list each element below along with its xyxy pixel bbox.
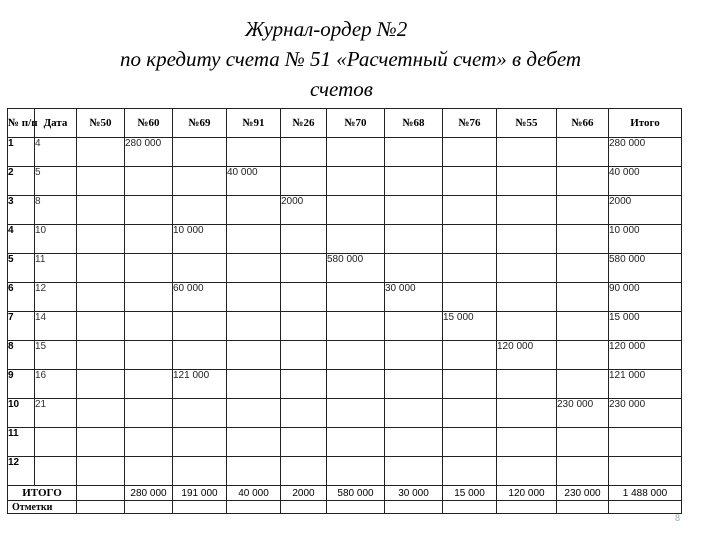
marks-cell: [443, 501, 497, 514]
row-amount-cell: [125, 196, 173, 225]
row-amount-cell: [227, 196, 281, 225]
row-total: 120 000: [609, 341, 682, 370]
header-account-1: №60: [125, 109, 173, 138]
row-date: 4: [35, 138, 77, 167]
row-date: 10: [35, 225, 77, 254]
row-amount-cell: [125, 428, 173, 457]
row-amount-cell: [125, 167, 173, 196]
marks-cell: [557, 501, 609, 514]
table-row: [8, 399, 682, 428]
row-amount-cell: [77, 399, 125, 428]
row-amount-cell: [227, 312, 281, 341]
journal-order-table: [7, 108, 682, 514]
row-amount-cell: [443, 428, 497, 457]
row-amount-cell: [385, 370, 443, 399]
row-total: [609, 457, 682, 486]
row-amount-cell: [497, 370, 557, 399]
row-date: 14: [35, 312, 77, 341]
row-amount-cell: [173, 254, 227, 283]
summary-row: [8, 486, 682, 501]
row-amount-cell: 30 000: [385, 283, 443, 312]
row-amount-cell: [557, 370, 609, 399]
row-amount-cell: [443, 167, 497, 196]
header-total: Итого: [609, 109, 682, 138]
row-amount-cell: [281, 370, 327, 399]
row-amount-cell: [557, 341, 609, 370]
row-amount-cell: [497, 399, 557, 428]
row-date: 11: [35, 254, 77, 283]
row-amount-cell: [227, 399, 281, 428]
row-number: 1: [8, 138, 35, 167]
row-amount-cell: [497, 225, 557, 254]
row-date: 16: [35, 370, 77, 399]
row-date: [35, 428, 77, 457]
row-amount-cell: [77, 457, 125, 486]
row-amount-cell: [327, 312, 385, 341]
row-total: 2000: [609, 196, 682, 225]
row-amount-cell: [125, 254, 173, 283]
row-total: [609, 428, 682, 457]
row-amount-cell: 60 000: [173, 283, 227, 312]
row-amount-cell: [227, 283, 281, 312]
summary-value: 280 000: [125, 486, 173, 501]
row-amount-cell: [125, 370, 173, 399]
table-row: [8, 428, 682, 457]
row-amount-cell: [227, 138, 281, 167]
row-amount-cell: [77, 283, 125, 312]
row-date: 12: [35, 283, 77, 312]
row-amount-cell: [385, 167, 443, 196]
row-amount-cell: [557, 254, 609, 283]
row-total: 580 000: [609, 254, 682, 283]
marks-cell: [227, 501, 281, 514]
row-amount-cell: [443, 341, 497, 370]
summary-value: 120 000: [497, 486, 557, 501]
marks-cell: [385, 501, 443, 514]
table-row: [8, 341, 682, 370]
row-amount-cell: [557, 428, 609, 457]
summary-value: 40 000: [227, 486, 281, 501]
row-amount-cell: [327, 138, 385, 167]
row-amount-cell: [227, 457, 281, 486]
row-number: 7: [8, 312, 35, 341]
summary-total: 1 488 000: [609, 486, 682, 501]
table-row: [8, 254, 682, 283]
row-amount-cell: 2000: [281, 196, 327, 225]
table-row: [8, 138, 682, 167]
row-number: 6: [8, 283, 35, 312]
row-number: 12: [8, 457, 35, 486]
marks-cell: [77, 501, 125, 514]
header-account-6: №68: [385, 109, 443, 138]
row-total: 230 000: [609, 399, 682, 428]
row-amount-cell: 121 000: [173, 370, 227, 399]
row-amount-cell: [385, 254, 443, 283]
row-number: 5: [8, 254, 35, 283]
row-amount-cell: [385, 341, 443, 370]
summary-value: 30 000: [385, 486, 443, 501]
row-amount-cell: 580 000: [327, 254, 385, 283]
row-amount-cell: [443, 254, 497, 283]
row-amount-cell: [125, 341, 173, 370]
table-row: [8, 283, 682, 312]
marks-cell: [281, 501, 327, 514]
row-amount-cell: [125, 457, 173, 486]
row-amount-cell: [281, 283, 327, 312]
header-account-4: №26: [281, 109, 327, 138]
row-amount-cell: [385, 225, 443, 254]
row-amount-cell: [227, 225, 281, 254]
row-amount-cell: [77, 167, 125, 196]
row-amount-cell: [443, 138, 497, 167]
row-amount-cell: [557, 457, 609, 486]
row-total: 40 000: [609, 167, 682, 196]
row-amount-cell: [443, 370, 497, 399]
row-total: 90 000: [609, 283, 682, 312]
row-amount-cell: [281, 399, 327, 428]
row-amount-cell: [327, 167, 385, 196]
header-row-number: № п/п: [8, 109, 35, 138]
row-total: 15 000: [609, 312, 682, 341]
row-amount-cell: [281, 428, 327, 457]
marks-cell: [125, 501, 173, 514]
row-amount-cell: [125, 283, 173, 312]
header-account-5: №70: [327, 109, 385, 138]
row-amount-cell: [227, 428, 281, 457]
row-date: [35, 457, 77, 486]
row-number: 4: [8, 225, 35, 254]
header-account-0: №50: [77, 109, 125, 138]
row-amount-cell: [125, 225, 173, 254]
table-row: [8, 370, 682, 399]
title-line-3: счетов: [310, 77, 373, 101]
row-number: 10: [8, 399, 35, 428]
row-amount-cell: [443, 283, 497, 312]
row-amount-cell: [281, 457, 327, 486]
row-amount-cell: [327, 225, 385, 254]
summary-value: 191 000: [173, 486, 227, 501]
row-amount-cell: [77, 312, 125, 341]
row-amount-cell: [227, 370, 281, 399]
summary-value: [77, 486, 125, 501]
header-account-7: №76: [443, 109, 497, 138]
row-amount-cell: [173, 312, 227, 341]
row-amount-cell: 120 000: [497, 341, 557, 370]
row-amount-cell: [281, 254, 327, 283]
row-amount-cell: [173, 167, 227, 196]
marks-label: Отметки: [8, 501, 77, 514]
marks-cell: [497, 501, 557, 514]
table-row: [8, 457, 682, 486]
row-amount-cell: [385, 428, 443, 457]
summary-label: ИТОГО: [8, 486, 77, 501]
row-amount-cell: [497, 196, 557, 225]
header-account-3: №91: [227, 109, 281, 138]
row-date: 21: [35, 399, 77, 428]
row-amount-cell: 10 000: [173, 225, 227, 254]
row-amount-cell: [557, 312, 609, 341]
row-amount-cell: [281, 225, 327, 254]
row-number: 9: [8, 370, 35, 399]
row-amount-cell: [557, 283, 609, 312]
row-date: 5: [35, 167, 77, 196]
row-amount-cell: [497, 138, 557, 167]
row-amount-cell: [77, 370, 125, 399]
row-amount-cell: [385, 457, 443, 486]
row-amount-cell: [77, 341, 125, 370]
row-amount-cell: 280 000: [125, 138, 173, 167]
row-amount-cell: [173, 428, 227, 457]
summary-value: 230 000: [557, 486, 609, 501]
marks-row: [8, 501, 682, 514]
row-amount-cell: [497, 457, 557, 486]
marks-cell: [327, 501, 385, 514]
marks-cell: [609, 501, 682, 514]
summary-value: 580 000: [327, 486, 385, 501]
row-amount-cell: [77, 225, 125, 254]
row-amount-cell: [497, 254, 557, 283]
marks-cell: [173, 501, 227, 514]
row-total: 10 000: [609, 225, 682, 254]
row-amount-cell: [227, 254, 281, 283]
row-amount-cell: [77, 254, 125, 283]
row-amount-cell: [281, 341, 327, 370]
row-amount-cell: [443, 196, 497, 225]
table-row: [8, 167, 682, 196]
row-amount-cell: [443, 457, 497, 486]
row-total: 280 000: [609, 138, 682, 167]
header-account-9: №66: [557, 109, 609, 138]
row-amount-cell: 230 000: [557, 399, 609, 428]
row-amount-cell: [281, 167, 327, 196]
row-amount-cell: [173, 341, 227, 370]
row-amount-cell: [327, 457, 385, 486]
row-amount-cell: [77, 138, 125, 167]
table-header-row: [8, 109, 682, 138]
row-number: 3: [8, 196, 35, 225]
row-amount-cell: [557, 167, 609, 196]
row-amount-cell: [77, 196, 125, 225]
summary-value: 15 000: [443, 486, 497, 501]
row-amount-cell: [173, 399, 227, 428]
row-amount-cell: [497, 283, 557, 312]
row-total: 121 000: [609, 370, 682, 399]
row-amount-cell: [385, 196, 443, 225]
row-amount-cell: [77, 428, 125, 457]
row-amount-cell: [443, 225, 497, 254]
row-amount-cell: [173, 196, 227, 225]
row-number: 8: [8, 341, 35, 370]
row-amount-cell: [125, 312, 173, 341]
header-account-2: №69: [173, 109, 227, 138]
table-row: [8, 225, 682, 254]
row-amount-cell: [385, 312, 443, 341]
row-number: 2: [8, 167, 35, 196]
row-amount-cell: [125, 399, 173, 428]
row-amount-cell: [385, 399, 443, 428]
row-date: 15: [35, 341, 77, 370]
row-amount-cell: [327, 341, 385, 370]
header-date: Дата: [35, 109, 77, 138]
row-amount-cell: [327, 399, 385, 428]
row-amount-cell: [443, 399, 497, 428]
row-amount-cell: [327, 370, 385, 399]
summary-value: 2000: [281, 486, 327, 501]
row-date: 8: [35, 196, 77, 225]
row-amount-cell: 40 000: [227, 167, 281, 196]
row-amount-cell: [281, 312, 327, 341]
title-line-1: Журнал-ордер №2: [245, 17, 408, 41]
row-amount-cell: [497, 167, 557, 196]
row-amount-cell: [281, 138, 327, 167]
row-amount-cell: [557, 138, 609, 167]
row-amount-cell: [385, 138, 443, 167]
row-amount-cell: [327, 428, 385, 457]
row-amount-cell: [327, 196, 385, 225]
row-amount-cell: [557, 196, 609, 225]
row-amount-cell: [497, 312, 557, 341]
table-row: [8, 196, 682, 225]
row-number: 11: [8, 428, 35, 457]
row-amount-cell: [557, 225, 609, 254]
row-amount-cell: 15 000: [443, 312, 497, 341]
title-line-2: по кредиту счета № 51 «Расчетный счет» в дебет: [120, 47, 582, 71]
row-amount-cell: [327, 283, 385, 312]
table-row: [8, 312, 682, 341]
row-amount-cell: [173, 457, 227, 486]
header-account-8: №55: [497, 109, 557, 138]
page-number: 8: [675, 513, 681, 523]
row-amount-cell: [173, 138, 227, 167]
row-amount-cell: [227, 341, 281, 370]
row-amount-cell: [497, 428, 557, 457]
